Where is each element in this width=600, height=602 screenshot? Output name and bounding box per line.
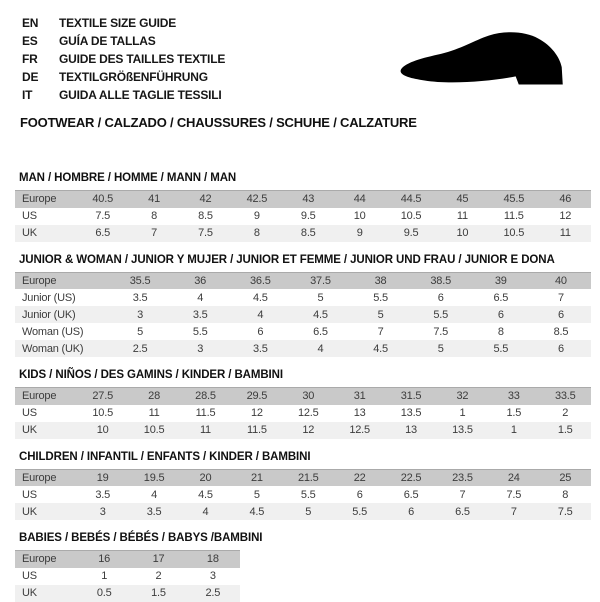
- size-value: 8: [128, 208, 179, 225]
- size-value: 19.5: [128, 469, 179, 486]
- size-value: 33.5: [540, 388, 591, 405]
- row-label: US: [15, 208, 77, 225]
- size-table-section: [15, 532, 600, 602]
- size-value: 6: [531, 340, 591, 357]
- size-value: 3.5: [230, 340, 290, 357]
- language-code: EN: [22, 16, 39, 30]
- table-title: CHILDREN / INFANTIL / ENFANTS / KINDER / BAMBINI: [19, 450, 311, 463]
- table-row: [15, 306, 591, 323]
- table-row: [15, 323, 591, 340]
- size-table-section: [15, 172, 600, 242]
- size-value: 3.5: [110, 289, 170, 306]
- size-value: 5: [351, 306, 411, 323]
- size-value: 9.5: [385, 225, 436, 242]
- language-code: IT: [22, 88, 33, 102]
- size-value: 36: [170, 272, 230, 289]
- size-value: 11.5: [180, 405, 231, 422]
- size-value: 44: [334, 191, 385, 208]
- table-row: [15, 422, 591, 439]
- size-table: [15, 190, 591, 242]
- size-value: 42.5: [231, 191, 282, 208]
- size-table: [15, 550, 240, 602]
- size-value: 6: [385, 503, 436, 520]
- table-title: KIDS / NIÑOS / DES GAMINS / KINDER / BAMBINI: [19, 369, 283, 381]
- size-value: 18: [186, 551, 240, 568]
- row-label: Europe: [15, 551, 77, 568]
- size-value: 5: [290, 289, 350, 306]
- size-value: 12.5: [334, 422, 385, 439]
- size-value: 13: [334, 405, 385, 422]
- size-value: 2: [540, 405, 591, 422]
- table-row: [15, 208, 591, 225]
- table-title: MAN / HOMBRE / HOMME / MANN / MAN: [19, 172, 237, 184]
- size-value: 1: [77, 568, 131, 585]
- size-value: 6.5: [290, 323, 350, 340]
- size-value: 3: [110, 306, 170, 323]
- size-value: 7: [437, 486, 488, 503]
- size-value: 4.5: [231, 503, 282, 520]
- size-value: 10.5: [488, 225, 539, 242]
- table-row: [15, 225, 591, 242]
- size-table-section: [15, 254, 600, 358]
- size-value: 12: [283, 422, 334, 439]
- size-value: 7.5: [540, 503, 591, 520]
- size-value: 28: [128, 388, 179, 405]
- size-value: 5.5: [334, 503, 385, 520]
- size-value: 7: [351, 323, 411, 340]
- size-value: 4: [170, 289, 230, 306]
- size-value: 22: [334, 469, 385, 486]
- size-value: 35.5: [110, 272, 170, 289]
- size-value: 36.5: [230, 272, 290, 289]
- size-value: 30: [283, 388, 334, 405]
- table-row: [15, 568, 240, 585]
- size-value: 6.5: [385, 486, 436, 503]
- size-value: 5.5: [170, 323, 230, 340]
- row-label: Europe: [15, 469, 77, 486]
- table-row: [15, 585, 240, 602]
- size-value: 19: [77, 469, 128, 486]
- size-value: 3.5: [170, 306, 230, 323]
- size-value: 43: [283, 191, 334, 208]
- size-value: 7.5: [488, 486, 539, 503]
- size-value: 46: [540, 191, 591, 208]
- table-title: JUNIOR & WOMAN / JUNIOR Y MUJER / JUNIOR ET FEMME / JUNIOR UND FRAU / JUNIOR E DONA: [19, 253, 555, 266]
- row-label: Europe: [15, 388, 77, 405]
- language-code: DE: [22, 70, 39, 84]
- size-value: 12: [231, 405, 282, 422]
- size-value: 9: [334, 225, 385, 242]
- language-title: GUÍA DE TALLAS: [59, 34, 156, 48]
- table-row: [15, 191, 591, 208]
- size-value: 1.5: [131, 585, 185, 602]
- size-value: 21: [231, 469, 282, 486]
- row-label: UK: [15, 503, 77, 520]
- size-value: 45: [437, 191, 488, 208]
- size-value: 17: [131, 551, 185, 568]
- header: [0, 0, 600, 104]
- size-value: 4: [230, 306, 290, 323]
- size-value: 4.5: [230, 289, 290, 306]
- size-value: 1: [488, 422, 539, 439]
- size-value: 4.5: [180, 486, 231, 503]
- size-value: 6: [471, 306, 531, 323]
- row-label: Europe: [15, 191, 77, 208]
- size-value: 5.5: [471, 340, 531, 357]
- size-value: 38: [351, 272, 411, 289]
- table-title: BABIES / BEBÉS / BÉBÉS / BABYS /BAMBINI: [19, 532, 263, 544]
- size-value: 1.5: [488, 405, 539, 422]
- row-label: UK: [15, 422, 77, 439]
- size-value: 4: [180, 503, 231, 520]
- size-value: 10: [77, 422, 128, 439]
- size-value: 6.5: [471, 289, 531, 306]
- row-label: Woman (US): [15, 323, 110, 340]
- size-value: 16: [77, 551, 131, 568]
- language-title: GUIDE DES TAILLES TEXTILE: [59, 52, 226, 66]
- size-value: 1: [437, 405, 488, 422]
- table-row: [15, 388, 591, 405]
- size-value: 7.5: [77, 208, 128, 225]
- size-value: 11.5: [488, 208, 539, 225]
- size-value: 11: [180, 422, 231, 439]
- size-value: 3: [186, 568, 240, 585]
- size-value: 3.5: [128, 503, 179, 520]
- size-value: 45.5: [488, 191, 539, 208]
- size-value: 10.5: [385, 208, 436, 225]
- size-value: 29.5: [231, 388, 282, 405]
- size-tables: [0, 172, 600, 602]
- size-value: 0.5: [77, 585, 131, 602]
- size-table-section: [15, 451, 600, 521]
- size-value: 6: [230, 323, 290, 340]
- size-value: 33: [488, 388, 539, 405]
- size-value: 8.5: [283, 225, 334, 242]
- size-value: 12: [540, 208, 591, 225]
- size-value: 9.5: [283, 208, 334, 225]
- size-value: 42: [180, 191, 231, 208]
- size-value: 40: [531, 272, 591, 289]
- size-value: 8.5: [531, 323, 591, 340]
- size-value: 8: [231, 225, 282, 242]
- size-value: 9: [231, 208, 282, 225]
- size-value: 4.5: [290, 306, 350, 323]
- size-value: 28.5: [180, 388, 231, 405]
- size-value: 5.5: [351, 289, 411, 306]
- size-value: 40.5: [77, 191, 128, 208]
- size-value: 10: [334, 208, 385, 225]
- size-value: 39: [471, 272, 531, 289]
- size-value: 22.5: [385, 469, 436, 486]
- size-value: 5: [231, 486, 282, 503]
- row-label: Europe: [15, 272, 110, 289]
- row-label: Junior (US): [15, 289, 110, 306]
- size-value: 10.5: [77, 405, 128, 422]
- shoe-icon: [398, 24, 574, 96]
- row-label: US: [15, 486, 77, 503]
- size-value: 13.5: [385, 405, 436, 422]
- size-value: 5: [411, 340, 471, 357]
- size-value: 5.5: [283, 486, 334, 503]
- size-value: 8.5: [180, 208, 231, 225]
- size-value: 3: [77, 503, 128, 520]
- size-value: 4.5: [351, 340, 411, 357]
- size-value: 4: [128, 486, 179, 503]
- size-value: 7: [128, 225, 179, 242]
- table-row: [15, 503, 591, 520]
- size-value: 12.5: [283, 405, 334, 422]
- row-label: UK: [15, 225, 77, 242]
- row-label: UK: [15, 585, 77, 602]
- size-value: 2.5: [110, 340, 170, 357]
- size-table: [15, 469, 591, 521]
- size-value: 21.5: [283, 469, 334, 486]
- size-value: 2.5: [186, 585, 240, 602]
- size-value: 31.5: [385, 388, 436, 405]
- table-row: [15, 469, 591, 486]
- size-value: 4: [290, 340, 350, 357]
- size-value: 25: [540, 469, 591, 486]
- size-table-section: [15, 369, 600, 439]
- size-value: 44.5: [385, 191, 436, 208]
- size-value: 5: [110, 323, 170, 340]
- size-value: 8: [540, 486, 591, 503]
- size-value: 6: [411, 289, 471, 306]
- size-value: 7: [488, 503, 539, 520]
- size-value: 6: [531, 306, 591, 323]
- size-value: 10: [437, 225, 488, 242]
- size-value: 11: [437, 208, 488, 225]
- size-value: 13.5: [437, 422, 488, 439]
- size-value: 8: [471, 323, 531, 340]
- size-value: 6.5: [77, 225, 128, 242]
- size-value: 5: [283, 503, 334, 520]
- row-label: Junior (UK): [15, 306, 110, 323]
- table-row: [15, 405, 591, 422]
- table-row: [15, 551, 240, 568]
- language-title: GUIDA ALLE TAGLIE TESSILI: [59, 88, 222, 102]
- size-value: 27.5: [77, 388, 128, 405]
- table-row: [15, 486, 591, 503]
- size-value: 1.5: [540, 422, 591, 439]
- row-label: Woman (UK): [15, 340, 110, 357]
- size-value: 32: [437, 388, 488, 405]
- size-value: 11: [540, 225, 591, 242]
- table-row: [15, 289, 591, 306]
- size-value: 7.5: [180, 225, 231, 242]
- size-table: [15, 272, 591, 358]
- language-code: ES: [22, 34, 38, 48]
- size-value: 11: [128, 405, 179, 422]
- size-value: 6.5: [437, 503, 488, 520]
- size-value: 5.5: [411, 306, 471, 323]
- size-value: 23.5: [437, 469, 488, 486]
- size-table: [15, 387, 591, 439]
- language-title: TEXTILE SIZE GUIDE: [59, 16, 177, 30]
- row-label: US: [15, 568, 77, 585]
- language-code: FR: [22, 52, 38, 66]
- size-value: 3: [170, 340, 230, 357]
- row-label: US: [15, 405, 77, 422]
- size-value: 10.5: [128, 422, 179, 439]
- size-value: 11.5: [231, 422, 282, 439]
- size-value: 20: [180, 469, 231, 486]
- size-value: 3.5: [77, 486, 128, 503]
- size-value: 31: [334, 388, 385, 405]
- language-title: TEXTILGRÖßENFÜHRUNG: [59, 70, 208, 84]
- size-value: 7: [531, 289, 591, 306]
- size-value: 6: [334, 486, 385, 503]
- table-row: [15, 340, 591, 357]
- size-value: 2: [131, 568, 185, 585]
- size-value: 7.5: [411, 323, 471, 340]
- size-value: 24: [488, 469, 539, 486]
- size-value: 38.5: [411, 272, 471, 289]
- size-value: 41: [128, 191, 179, 208]
- table-row: [15, 272, 591, 289]
- size-value: 37.5: [290, 272, 350, 289]
- category-line: FOOTWEAR / CALZADO / CHAUSSURES / SCHUHE / CALZATURE: [20, 115, 417, 130]
- size-value: 13: [385, 422, 436, 439]
